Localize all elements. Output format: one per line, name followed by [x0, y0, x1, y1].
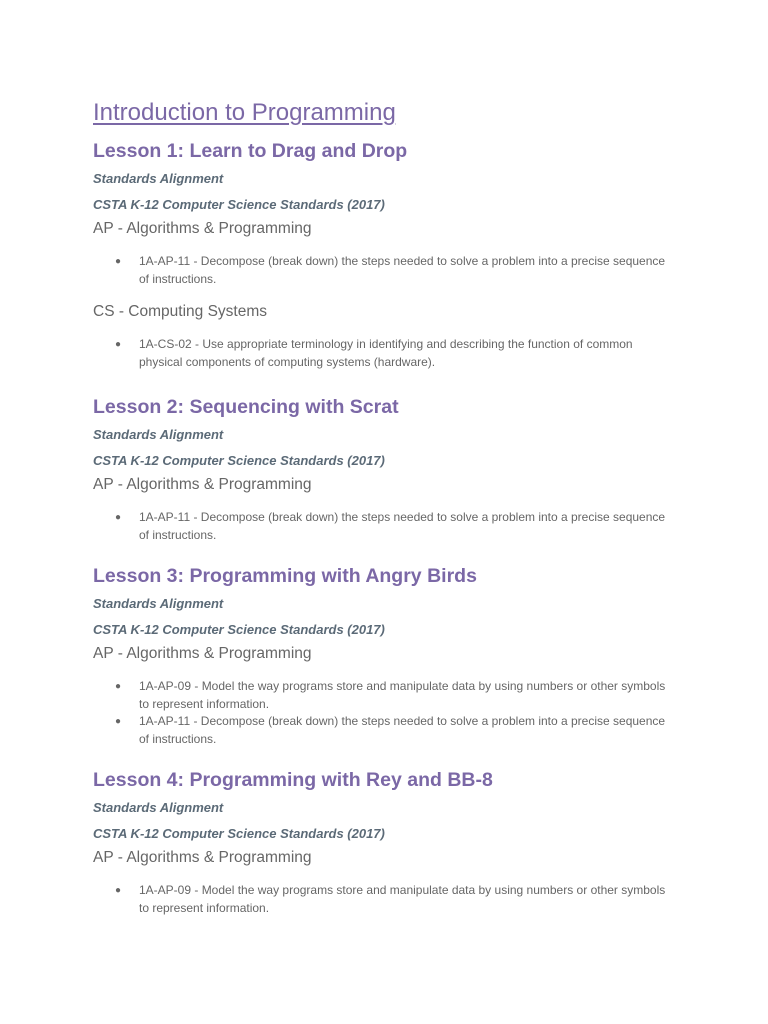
standards-name: CSTA K-12 Computer Science Standards (2017): [93, 826, 385, 841]
lesson-3: [93, 564, 673, 748]
list-item: [93, 336, 673, 371]
standards-list: [93, 882, 673, 917]
list-item: [93, 713, 673, 748]
area-heading: AP - Algorithms & Programming: [93, 476, 312, 493]
standard-text: 1A-AP-09 - Model the way programs store and manipulate data by using numbers or other symbols to represent information.: [139, 679, 666, 711]
list-item: [93, 678, 673, 713]
list-item: [93, 509, 673, 544]
standard-text: 1A-AP-11 - Decompose (break down) the steps needed to solve a problem into a precise sequence of instructions.: [139, 510, 666, 542]
standards-name: CSTA K-12 Computer Science Standards (2017): [93, 197, 385, 212]
area-heading: AP - Algorithms & Programming: [93, 849, 312, 866]
standard-text: 1A-AP-09 - Model the way programs store and manipulate data by using numbers or other symbols to represent information.: [139, 883, 666, 915]
standards-alignment-label: Standards Alignment: [93, 596, 224, 611]
standards-alignment-label: Standards Alignment: [93, 427, 224, 442]
standards-name: CSTA K-12 Computer Science Standards (2017): [93, 453, 385, 468]
lesson-1: [93, 139, 673, 371]
bullet-icon: ●: [115, 256, 122, 267]
lesson-title: Lesson 3: Programming with Angry Birds: [93, 565, 477, 587]
bullet-icon: ●: [115, 885, 122, 896]
area-heading: AP - Algorithms & Programming: [93, 220, 312, 237]
lesson-2: [93, 395, 673, 544]
lesson-title: Lesson 1: Learn to Drag and Drop: [93, 140, 408, 162]
standard-text: 1A-CS-02 - Use appropriate terminology in identifying and describing the function of common physical components of computing systems (hardware).: [139, 337, 633, 369]
lesson-title: Lesson 2: Sequencing with Scrat: [93, 396, 399, 418]
standards-list: [93, 678, 673, 748]
standards-alignment-label: Standards Alignment: [93, 171, 224, 186]
list-item: [93, 253, 673, 288]
document-title: Introduction to Programming: [93, 99, 396, 126]
bullet-icon: ●: [115, 681, 122, 692]
area-heading: CS - Computing Systems: [93, 303, 267, 320]
lesson-4: [93, 768, 673, 917]
standards-list: [93, 336, 673, 371]
standards-list: [93, 509, 673, 544]
bullet-icon: ●: [115, 716, 122, 727]
standard-text: 1A-AP-11 - Decompose (break down) the steps needed to solve a problem into a precise sequence of instructions.: [139, 714, 666, 746]
area-heading: AP - Algorithms & Programming: [93, 645, 312, 662]
standards-name: CSTA K-12 Computer Science Standards (2017): [93, 622, 385, 637]
lesson-title: Lesson 4: Programming with Rey and BB-8: [93, 769, 493, 791]
standard-text: 1A-AP-11 - Decompose (break down) the steps needed to solve a problem into a precise sequence of instructions.: [139, 254, 666, 286]
standards-alignment-label: Standards Alignment: [93, 800, 224, 815]
bullet-icon: ●: [115, 512, 122, 523]
list-item: [93, 882, 673, 917]
bullet-icon: ●: [115, 339, 122, 350]
standards-list: [93, 253, 673, 288]
